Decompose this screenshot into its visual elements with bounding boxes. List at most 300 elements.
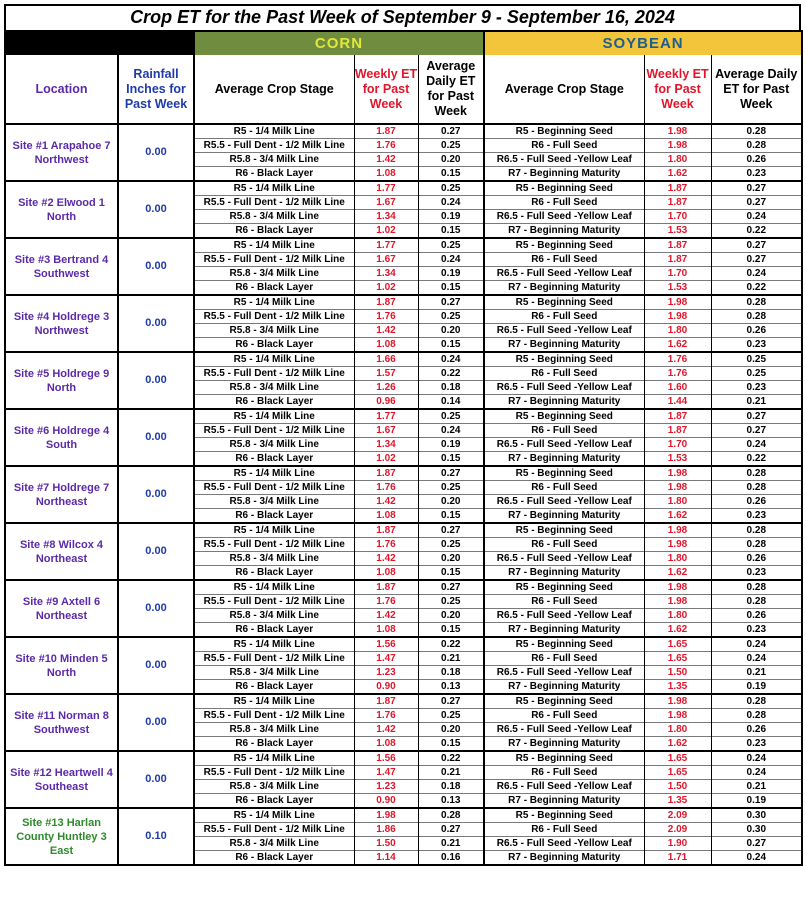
corn-stage: R5.8 - 3/4 Milk Line [194,324,354,338]
corn-daily-et: 0.25 [418,709,484,723]
corn-weekly-et: 1.42 [354,495,418,509]
soy-daily-et: 0.27 [711,424,802,438]
corn-stage: R5.5 - Full Dent - 1/2 Milk Line [194,196,354,210]
site-location: Site #7 Holdrege 7 Northeast [5,466,118,523]
corn-weekly-et: 1.77 [354,238,418,253]
corn-stage: R5 - 1/4 Milk Line [194,694,354,709]
corn-weekly-et: 1.42 [354,723,418,737]
corn-daily-et: 0.20 [418,324,484,338]
soy-stage: R5 - Beginning Seed [484,751,644,766]
corn-stage: R5.8 - 3/4 Milk Line [194,666,354,680]
soy-weekly-et: 1.62 [644,509,711,524]
soy-stage: R7 - Beginning Maturity [484,338,644,353]
soy-stage: R7 - Beginning Maturity [484,680,644,695]
corn-weekly-et: 1.08 [354,566,418,581]
table-row [5,808,802,823]
corn-stage: R5.5 - Full Dent - 1/2 Milk Line [194,538,354,552]
corn-weekly-et: 1.14 [354,851,418,866]
corn-weekly-et: 1.67 [354,424,418,438]
corn-stage: R5.8 - 3/4 Milk Line [194,552,354,566]
soy-weekly-et: 1.53 [644,281,711,296]
soy-weekly-et: 1.60 [644,381,711,395]
corn-daily-et: 0.27 [418,523,484,538]
corn-stage: R6 - Black Layer [194,167,354,182]
soy-weekly-et: 1.65 [644,637,711,652]
corn-weekly-et: 1.57 [354,367,418,381]
corn-daily-et: 0.15 [418,224,484,239]
table-row [5,124,802,139]
corn-weekly-et: 1.87 [354,523,418,538]
corn-stage: R5.5 - Full Dent - 1/2 Milk Line [194,139,354,153]
soy-daily-et: 0.26 [711,153,802,167]
corn-stage: R5.5 - Full Dent - 1/2 Milk Line [194,709,354,723]
rainfall-value: 0.00 [118,466,194,523]
soy-stage: R5 - Beginning Seed [484,124,644,139]
soy-daily-et: 0.24 [711,751,802,766]
soy-stage: R6.5 - Full Seed -Yellow Leaf [484,210,644,224]
soy-stage: R7 - Beginning Maturity [484,737,644,752]
soy-stage: R7 - Beginning Maturity [484,281,644,296]
soy-daily-et: 0.27 [711,181,802,196]
soy-weekly-et: 1.53 [644,452,711,467]
soy-stage: R7 - Beginning Maturity [484,851,644,866]
site-location: Site #4 Holdrege 3 Northwest [5,295,118,352]
soy-stage: R7 - Beginning Maturity [484,623,644,638]
soy-daily-et: 0.27 [711,253,802,267]
soy-stage: R6 - Full Seed [484,310,644,324]
soy-stage: R5 - Beginning Seed [484,238,644,253]
corn-stage: R5.8 - 3/4 Milk Line [194,210,354,224]
corn-daily-et: 0.25 [418,595,484,609]
corn-stage: R5 - 1/4 Milk Line [194,637,354,652]
corn-weekly-et: 1.87 [354,295,418,310]
soy-daily-et: 0.28 [711,124,802,139]
corn-weekly-et: 1.23 [354,666,418,680]
corn-stage: R6 - Black Layer [194,452,354,467]
corn-weekly-et: 1.76 [354,538,418,552]
soy-stage: R6.5 - Full Seed -Yellow Leaf [484,495,644,509]
soy-weekly-et: 2.09 [644,823,711,837]
corn-stage: R5 - 1/4 Milk Line [194,523,354,538]
corn-daily-et: 0.25 [418,238,484,253]
corn-daily-et: 0.20 [418,552,484,566]
corn-weekly-et: 1.56 [354,637,418,652]
soy-daily-et: 0.24 [711,267,802,281]
corn-daily-et: 0.25 [418,481,484,495]
soy-daily-et: 0.24 [711,438,802,452]
soy-stage: R6 - Full Seed [484,766,644,780]
corn-weekly-et: 1.87 [354,466,418,481]
soy-stage: R7 - Beginning Maturity [484,509,644,524]
corn-daily-et: 0.15 [418,509,484,524]
corn-weekly-et: 1.87 [354,694,418,709]
soy-stage: R5 - Beginning Seed [484,181,644,196]
soy-daily-et: 0.23 [711,509,802,524]
corn-weekly-et: 1.87 [354,580,418,595]
soy-daily-et: 0.28 [711,295,802,310]
soy-weekly-et: 1.80 [644,324,711,338]
band-spacer [5,31,194,55]
soy-weekly-et: 1.87 [644,181,711,196]
corn-stage: R5.8 - 3/4 Milk Line [194,609,354,623]
soy-daily-et: 0.21 [711,666,802,680]
corn-stage: R5.5 - Full Dent - 1/2 Milk Line [194,595,354,609]
soy-daily-et: 0.28 [711,694,802,709]
soy-daily-et: 0.24 [711,637,802,652]
corn-stage: R5 - 1/4 Milk Line [194,409,354,424]
soy-stage: R5 - Beginning Seed [484,637,644,652]
soy-weekly-et: 1.53 [644,224,711,239]
soy-weekly-et: 1.98 [644,694,711,709]
soy-stage: R5 - Beginning Seed [484,409,644,424]
corn-daily-et: 0.18 [418,381,484,395]
soy-daily-et: 0.28 [711,523,802,538]
corn-daily-et: 0.15 [418,338,484,353]
soy-stage: R6.5 - Full Seed -Yellow Leaf [484,381,644,395]
corn-weekly-et: 1.34 [354,210,418,224]
table-row [5,466,802,481]
corn-weekly-et: 1.08 [354,509,418,524]
corn-stage: R5.8 - 3/4 Milk Line [194,723,354,737]
site-location: Site #10 Minden 5 North [5,637,118,694]
soy-stage: R6 - Full Seed [484,652,644,666]
corn-stage: R5 - 1/4 Milk Line [194,808,354,823]
corn-stage: R5.5 - Full Dent - 1/2 Milk Line [194,823,354,837]
corn-daily-et: 0.15 [418,281,484,296]
corn-weekly-et: 1.86 [354,823,418,837]
corn-weekly-et: 1.76 [354,310,418,324]
soy-daily-et: 0.28 [711,709,802,723]
soy-stage: R5 - Beginning Seed [484,523,644,538]
corn-stage: R5.5 - Full Dent - 1/2 Milk Line [194,424,354,438]
corn-stage: R6 - Black Layer [194,794,354,809]
corn-stage: R5.5 - Full Dent - 1/2 Milk Line [194,367,354,381]
soy-daily-et: 0.23 [711,338,802,353]
table-row [5,580,802,595]
corn-stage: R5 - 1/4 Milk Line [194,751,354,766]
soy-weekly-et: 1.62 [644,737,711,752]
soy-stage: R5 - Beginning Seed [484,352,644,367]
corn-stage: R5 - 1/4 Milk Line [194,295,354,310]
soy-daily-et: 0.27 [711,409,802,424]
header-location: Location [5,55,118,124]
soy-stage: R5 - Beginning Seed [484,808,644,823]
soy-weekly-et: 1.98 [644,580,711,595]
soy-weekly-et: 1.70 [644,210,711,224]
soy-stage: R6 - Full Seed [484,367,644,381]
soy-daily-et: 0.24 [711,652,802,666]
soy-daily-et: 0.28 [711,580,802,595]
corn-daily-et: 0.25 [418,139,484,153]
corn-stage: R5.5 - Full Dent - 1/2 Milk Line [194,253,354,267]
site-location: Site #3 Bertrand 4 Southwest [5,238,118,295]
corn-daily-et: 0.15 [418,566,484,581]
soy-daily-et: 0.28 [711,139,802,153]
rainfall-value: 0.00 [118,124,194,181]
crop-band-row [5,31,802,55]
site-location: Site #13 Harlan County Huntley 3 East [5,808,118,865]
soy-weekly-et: 1.35 [644,794,711,809]
corn-weekly-et: 1.67 [354,196,418,210]
corn-daily-et: 0.20 [418,495,484,509]
rainfall-value: 0.00 [118,238,194,295]
soy-stage: R6 - Full Seed [484,481,644,495]
corn-stage: R6 - Black Layer [194,623,354,638]
corn-stage: R5 - 1/4 Milk Line [194,181,354,196]
soy-daily-et: 0.28 [711,466,802,481]
corn-daily-et: 0.19 [418,267,484,281]
corn-daily-et: 0.20 [418,153,484,167]
soy-daily-et: 0.30 [711,808,802,823]
corn-daily-et: 0.27 [418,466,484,481]
rainfall-value: 0.00 [118,295,194,352]
soy-stage: R6.5 - Full Seed -Yellow Leaf [484,723,644,737]
corn-stage: R6 - Black Layer [194,851,354,866]
soy-daily-et: 0.21 [711,395,802,410]
corn-daily-et: 0.19 [418,438,484,452]
corn-weekly-et: 1.76 [354,139,418,153]
corn-stage: R5.8 - 3/4 Milk Line [194,267,354,281]
site-location: Site #8 Wilcox 4 Northeast [5,523,118,580]
corn-daily-et: 0.18 [418,666,484,680]
corn-weekly-et: 0.96 [354,395,418,410]
corn-daily-et: 0.24 [418,424,484,438]
soy-stage: R6.5 - Full Seed -Yellow Leaf [484,153,644,167]
soy-weekly-et: 1.35 [644,680,711,695]
table-row [5,751,802,766]
table-row [5,238,802,253]
corn-band: CORN [194,31,484,55]
soy-stage: R6 - Full Seed [484,823,644,837]
corn-weekly-et: 1.76 [354,481,418,495]
corn-stage: R5.8 - 3/4 Milk Line [194,780,354,794]
soy-stage: R6 - Full Seed [484,538,644,552]
corn-daily-et: 0.25 [418,538,484,552]
soy-stage: R6.5 - Full Seed -Yellow Leaf [484,780,644,794]
soy-daily-et: 0.21 [711,780,802,794]
header-corn-weekly-et: Weekly ET for Past Week [354,55,418,124]
soy-weekly-et: 1.80 [644,153,711,167]
table-row [5,694,802,709]
corn-weekly-et: 1.42 [354,324,418,338]
soy-daily-et: 0.24 [711,851,802,866]
corn-daily-et: 0.15 [418,167,484,182]
corn-weekly-et: 1.02 [354,224,418,239]
corn-weekly-et: 1.67 [354,253,418,267]
table-row [5,409,802,424]
corn-stage: R5.5 - Full Dent - 1/2 Milk Line [194,481,354,495]
corn-weekly-et: 1.08 [354,167,418,182]
soy-daily-et: 0.26 [711,552,802,566]
rainfall-value: 0.00 [118,352,194,409]
soy-weekly-et: 1.70 [644,438,711,452]
corn-daily-et: 0.21 [418,837,484,851]
corn-daily-et: 0.21 [418,766,484,780]
soy-weekly-et: 1.76 [644,367,711,381]
corn-weekly-et: 1.50 [354,837,418,851]
corn-daily-et: 0.27 [418,124,484,139]
corn-weekly-et: 1.76 [354,595,418,609]
soy-weekly-et: 1.87 [644,238,711,253]
soy-daily-et: 0.26 [711,495,802,509]
corn-daily-et: 0.27 [418,694,484,709]
corn-stage: R5.8 - 3/4 Milk Line [194,153,354,167]
soy-weekly-et: 1.98 [644,523,711,538]
corn-stage: R5 - 1/4 Milk Line [194,124,354,139]
column-header-row [5,55,802,124]
header-soy-weekly-et: Weekly ET for Past Week [644,55,711,124]
soy-weekly-et: 1.90 [644,837,711,851]
soy-daily-et: 0.19 [711,794,802,809]
soy-stage: R6.5 - Full Seed -Yellow Leaf [484,666,644,680]
corn-stage: R5.8 - 3/4 Milk Line [194,381,354,395]
corn-stage: R6 - Black Layer [194,509,354,524]
corn-daily-et: 0.22 [418,751,484,766]
soy-stage: R6.5 - Full Seed -Yellow Leaf [484,267,644,281]
soy-weekly-et: 1.70 [644,267,711,281]
corn-weekly-et: 1.42 [354,153,418,167]
corn-weekly-et: 1.08 [354,737,418,752]
soy-daily-et: 0.22 [711,452,802,467]
header-rainfall: Rainfall Inches for Past Week [118,55,194,124]
corn-weekly-et: 1.42 [354,609,418,623]
soy-weekly-et: 1.65 [644,652,711,666]
corn-daily-et: 0.25 [418,181,484,196]
soy-daily-et: 0.30 [711,823,802,837]
corn-stage: R5.5 - Full Dent - 1/2 Milk Line [194,652,354,666]
corn-daily-et: 0.14 [418,395,484,410]
site-location: Site #12 Heartwell 4 Southeast [5,751,118,808]
soy-weekly-et: 1.98 [644,709,711,723]
soy-stage: R7 - Beginning Maturity [484,566,644,581]
soybean-band: SOYBEAN [484,31,802,55]
soy-daily-et: 0.22 [711,281,802,296]
soy-weekly-et: 1.98 [644,124,711,139]
table-row [5,352,802,367]
soy-daily-et: 0.24 [711,766,802,780]
soy-weekly-et: 1.71 [644,851,711,866]
corn-stage: R5 - 1/4 Milk Line [194,238,354,253]
soy-stage: R6 - Full Seed [484,424,644,438]
soy-daily-et: 0.23 [711,167,802,182]
rainfall-value: 0.00 [118,751,194,808]
rainfall-value: 0.00 [118,523,194,580]
corn-daily-et: 0.15 [418,452,484,467]
soy-weekly-et: 1.98 [644,295,711,310]
corn-weekly-et: 1.47 [354,766,418,780]
corn-daily-et: 0.18 [418,780,484,794]
soy-stage: R5 - Beginning Seed [484,466,644,481]
corn-daily-et: 0.22 [418,367,484,381]
table-row [5,637,802,652]
soy-weekly-et: 1.65 [644,766,711,780]
soy-daily-et: 0.23 [711,623,802,638]
corn-daily-et: 0.15 [418,623,484,638]
soy-daily-et: 0.24 [711,210,802,224]
corn-daily-et: 0.21 [418,652,484,666]
corn-stage: R5.5 - Full Dent - 1/2 Milk Line [194,310,354,324]
corn-stage: R6 - Black Layer [194,737,354,752]
corn-daily-et: 0.24 [418,253,484,267]
corn-daily-et: 0.19 [418,210,484,224]
corn-weekly-et: 1.42 [354,552,418,566]
soy-weekly-et: 2.09 [644,808,711,823]
crop-et-report [4,4,801,866]
rainfall-value: 0.00 [118,409,194,466]
rainfall-value: 0.10 [118,808,194,865]
soy-weekly-et: 1.98 [644,481,711,495]
soy-stage: R5 - Beginning Seed [484,580,644,595]
corn-daily-et: 0.20 [418,609,484,623]
soy-stage: R7 - Beginning Maturity [484,395,644,410]
rainfall-value: 0.00 [118,694,194,751]
corn-daily-et: 0.24 [418,196,484,210]
corn-daily-et: 0.28 [418,808,484,823]
soy-weekly-et: 1.62 [644,338,711,353]
page-title: Crop ET for the Past Week of September 9 - September 16, 2024 [4,4,801,30]
corn-daily-et: 0.27 [418,295,484,310]
soy-daily-et: 0.23 [711,737,802,752]
soy-stage: R5 - Beginning Seed [484,694,644,709]
soy-weekly-et: 1.98 [644,595,711,609]
soy-stage: R6 - Full Seed [484,196,644,210]
corn-daily-et: 0.22 [418,637,484,652]
corn-weekly-et: 0.90 [354,680,418,695]
corn-daily-et: 0.13 [418,794,484,809]
soy-weekly-et: 1.80 [644,495,711,509]
corn-daily-et: 0.16 [418,851,484,866]
corn-weekly-et: 1.02 [354,452,418,467]
soy-daily-et: 0.28 [711,481,802,495]
soy-weekly-et: 1.98 [644,466,711,481]
soy-weekly-et: 1.62 [644,167,711,182]
soy-weekly-et: 1.44 [644,395,711,410]
header-corn-stage: Average Crop Stage [194,55,354,124]
corn-weekly-et: 1.47 [354,652,418,666]
corn-stage: R6 - Black Layer [194,338,354,353]
site-location: Site #5 Holdrege 9 North [5,352,118,409]
soy-daily-et: 0.25 [711,352,802,367]
soy-stage: R7 - Beginning Maturity [484,794,644,809]
rainfall-value: 0.00 [118,637,194,694]
corn-stage: R5.8 - 3/4 Milk Line [194,837,354,851]
soy-stage: R6.5 - Full Seed -Yellow Leaf [484,324,644,338]
corn-weekly-et: 1.34 [354,438,418,452]
corn-stage: R5 - 1/4 Milk Line [194,466,354,481]
corn-weekly-et: 1.02 [354,281,418,296]
corn-daily-et: 0.24 [418,352,484,367]
soy-weekly-et: 1.76 [644,352,711,367]
soy-stage: R6 - Full Seed [484,709,644,723]
site-location: Site #2 Elwood 1 North [5,181,118,238]
soy-daily-et: 0.28 [711,595,802,609]
corn-weekly-et: 1.56 [354,751,418,766]
site-location: Site #9 Axtell 6 Northeast [5,580,118,637]
soy-weekly-et: 1.87 [644,424,711,438]
soy-weekly-et: 1.98 [644,139,711,153]
header-soy-daily-et: Average Daily ET for Past Week [711,55,802,124]
corn-weekly-et: 0.90 [354,794,418,809]
soy-daily-et: 0.26 [711,609,802,623]
soy-weekly-et: 1.87 [644,253,711,267]
corn-weekly-et: 1.08 [354,338,418,353]
corn-weekly-et: 1.77 [354,181,418,196]
corn-weekly-et: 1.26 [354,381,418,395]
soy-stage: R6 - Full Seed [484,253,644,267]
soy-weekly-et: 1.87 [644,409,711,424]
corn-weekly-et: 1.23 [354,780,418,794]
rainfall-value: 0.00 [118,580,194,637]
